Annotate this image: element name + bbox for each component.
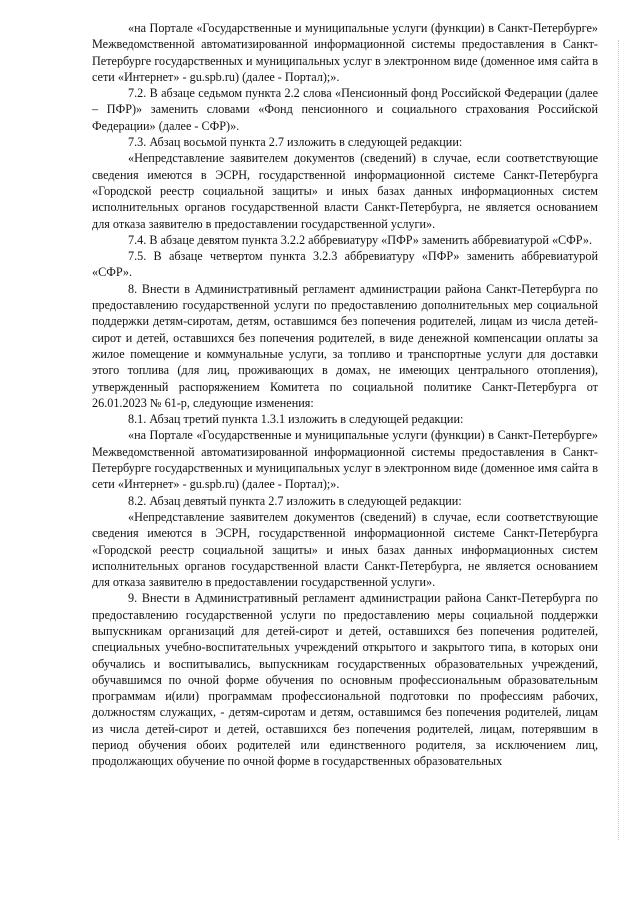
paragraph-8-2-quote: «Непредставление заявителем документов (сведений) в случае, если соответствующие сведения имеются в ЭСРН, государственной информационной системе Санкт-Петербурга «Городской реестр социальной защиты» и иных базах данных информационных систем исполнительных органов государственной власти Санкт-Петербурга, не является основанием для отказа заявителю в предоставлении государственной услуги». bbox=[92, 509, 598, 590]
paragraph-8-1: 8.1. Абзац третий пункта 1.3.1 изложить в следующей редакции: bbox=[128, 412, 464, 427]
paragraph-8-1-quote: «на Портале «Государственные и муниципальные услуги (функции) в Санкт-Петербурге» Межведомственной автоматизированной информационной системы предоставления в Санкт-Петербурге государственных и муниципальных услуг в электронном виде (доменное имя сайта в сети «Интернет» - gu.spb.ru) (далее - Портал);». bbox=[92, 428, 598, 492]
paragraph-quote-portal: «на Портале «Государственные и муниципальные услуги (функции) в Санкт-Петербурге» Межведомственной автоматизированной информационной системы предоставления в Санкт-Петербурге государственных и муниципальных услуг в электронном виде (доменное имя сайта в сети «Интернет» - gu.spb.ru) (далее - Портал);». bbox=[92, 21, 598, 84]
paragraph-7-3-quote: «Непредставление заявителем документов (сведений) в случае, если соответствующие сведения имеются в ЭСРН, государственной информационной системе Санкт-Петербурга «Городской реестр социальной защиты» и иных базах данных информационных систем исполнительных органов государственной власти Санкт-Петербурга, не является основанием для отказа заявителю в предоставлении государственной услуги». bbox=[92, 151, 598, 231]
paragraph-9: 9. Внести в Административный регламент администрации района Санкт-Петербурга по предоставлению государственной услуги по предоставлению меры социальной поддержки выпускникам организаций для детей-сирот и детей, оставшихся без попечения родителей, специальных учебно-воспитательных учреждений открытого и закрытого типа, в которых они обучались и воспитывались, выпускникам государственных образовательных учреждений, обучавшимся по очной форме обучения по основным профессиональным образовательным программам и(или) программам профессиональной подготовки по профессиям рабочих, должностям служащих, - детям-сиротам и детям, оставшимся без попечения родителей, лицам из числа детей-сирот и детей, оставшихся без попечения родителей, лицам, потерявшим в период обучения обоих родителей или единственного родителя, за исключением лиц, продолжающих обучение по очной форме в государственных образовательных bbox=[92, 591, 598, 769]
paragraph-8: 8. Внести в Административный регламент администрации района Санкт-Петербурга по предоставлению государственной услуги по предоставлению дополнительных мер социальной поддержки детям-сиротам, детям, оставшимся без попечения родителей, лицам из числа детей-сирот и детей, оставшихся без попечения родителей, в виде денежной компенсации оплаты за жилое помещение и коммунальные услуги, за топливо и транспортные услуги для доставки этого топлива (для лиц, проживающих в домах, не имеющих центрального отопления), утвержденный распоряжением Комитета по социальной политике Санкт-Петербурга от 26.01.2023 № 61-р, следующие изменения: bbox=[92, 281, 598, 410]
paragraph-7-2: 7.2. В абзаце седьмом пункта 2.2 слова «Пенсионный фонд Российской Федерации (далее – ПФР)» заменить словами «Фонд пенсионного и социального страхования Российской Федерации» (далее - СФР)». bbox=[92, 86, 598, 133]
scan-edge-divider bbox=[618, 40, 621, 840]
paragraph-7-3: 7.3. Абзац восьмой пункта 2.7 изложить в следующей редакции: bbox=[128, 135, 463, 150]
paragraph-7-5: 7.5. В абзаце четвертом пункта 3.2.3 аббревиатуру «ПФР» заменить аббревиатурой «СФР». bbox=[92, 249, 598, 280]
paragraph-7-4: 7.4. В абзаце девятом пункта 3.2.2 аббревиатуру «ПФР» заменить аббревиатурой «СФР». bbox=[128, 232, 593, 247]
paragraph-8-2: 8.2. Абзац девятый пункта 2.7 изложить в следующей редакции: bbox=[128, 493, 462, 508]
document-body bbox=[92, 20, 598, 770]
